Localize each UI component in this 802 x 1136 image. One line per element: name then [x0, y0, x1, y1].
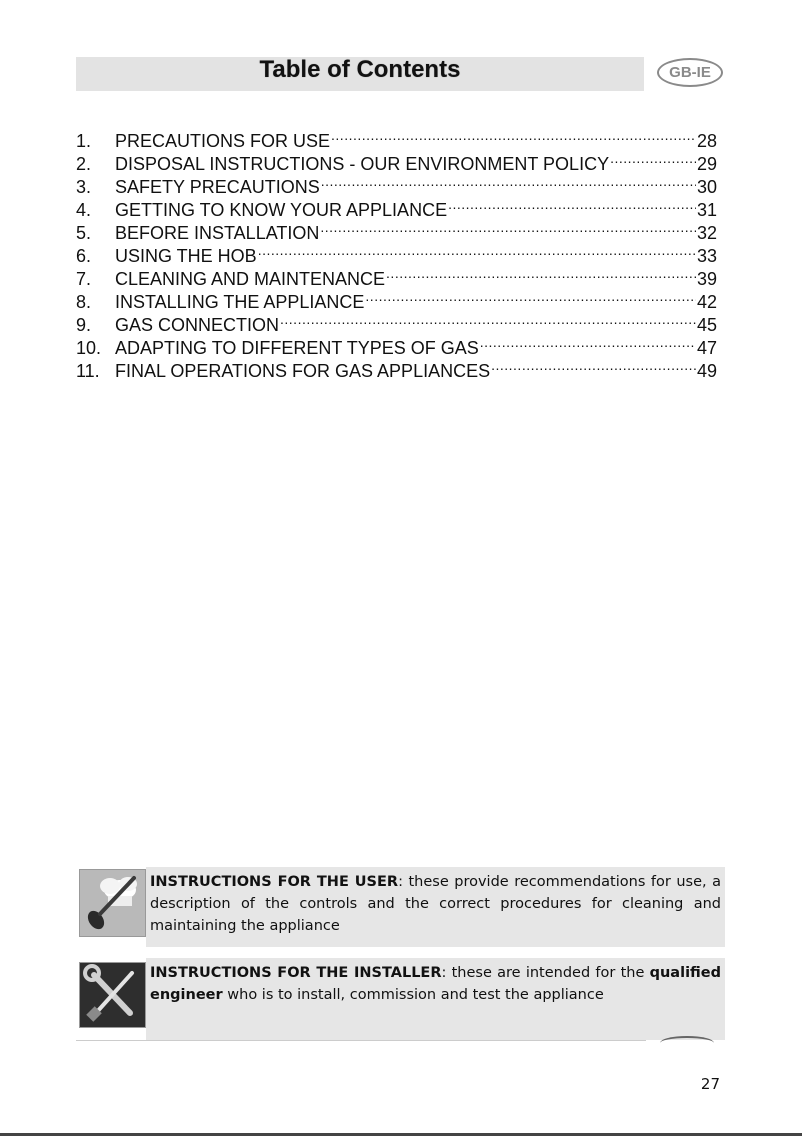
toc-entry[interactable]: [76, 354, 717, 381]
toc-entry[interactable]: [76, 331, 717, 358]
toc-title: GAS CONNECTION: [115, 315, 280, 335]
spoon-chef-hat-icon: [79, 869, 146, 937]
toc-page: 45: [696, 315, 717, 335]
user-note-text: : these provide recommendations for use, a description of the controls and the correct procedures for cleaning and maintaining the appliance: [150, 874, 721, 934]
page-title: Table of Contents: [259, 56, 461, 83]
toc-title: INSTALLING THE APPLIANCE: [115, 292, 365, 312]
toc-page: 42: [696, 292, 717, 312]
toc-page: 29: [696, 154, 717, 174]
toc-page: 33: [696, 246, 717, 266]
region-badge: GB-IE: [657, 58, 723, 87]
toc-page: 47: [696, 338, 717, 358]
toc-title: CLEANING AND MAINTENANCE: [115, 269, 386, 289]
toc-entry[interactable]: [76, 262, 717, 289]
toc-page: 30: [696, 177, 717, 197]
toc-leader-dots: [610, 147, 696, 170]
toc-number: 10.: [76, 338, 102, 358]
toc-number: 3.: [76, 177, 92, 197]
toc-entry[interactable]: [76, 216, 717, 243]
title-bar: [76, 57, 644, 91]
toc-number: 9.: [76, 315, 92, 335]
toc-number: 4.: [76, 200, 92, 220]
toc-title: FINAL OPERATIONS FOR GAS APPLIANCES: [115, 361, 491, 381]
wrench-screwdriver-icon: [79, 962, 146, 1028]
toc-leader-dots: [321, 170, 696, 193]
toc-page: 39: [696, 269, 717, 289]
toc-number: 11.: [76, 361, 100, 381]
toc-leader-dots: [480, 331, 696, 354]
toc-entry[interactable]: [76, 239, 717, 266]
corner-mark: [660, 1036, 714, 1050]
toc-title: GETTING TO KNOW YOUR APPLIANCE: [115, 200, 448, 220]
user-instructions-note: [146, 867, 725, 947]
toc-page: 28: [696, 131, 717, 151]
toc-leader-dots: [320, 216, 696, 239]
toc-entry[interactable]: [76, 285, 717, 312]
toc-number: 1.: [76, 131, 92, 151]
toc-title: BEFORE INSTALLATION: [115, 223, 320, 243]
toc-title: ADAPTING TO DIFFERENT TYPES OF GAS: [115, 338, 479, 358]
toc-title: DISPOSAL INSTRUCTIONS - OUR ENVIRONMENT POLICY: [115, 154, 610, 174]
installer-note-text: : these are intended for the: [441, 965, 650, 981]
toc-leader-dots: [365, 285, 696, 308]
toc-entry[interactable]: [76, 308, 717, 335]
toc-entry[interactable]: [76, 193, 717, 220]
toc-leader-dots: [280, 308, 696, 331]
page-number: 27: [700, 1075, 720, 1093]
toc-number: 8.: [76, 292, 92, 312]
installer-note-emphasis: qualified engineer: [150, 965, 721, 1003]
toc-title: PRECAUTIONS FOR USE: [115, 131, 331, 151]
toc-page: 32: [696, 223, 717, 243]
installer-instructions-note: [146, 958, 725, 1040]
toc-leader-dots: [448, 193, 696, 216]
toc-title: USING THE HOB: [115, 246, 257, 266]
toc-number: 5.: [76, 223, 92, 243]
toc-entry[interactable]: [76, 124, 717, 151]
toc-number: 7.: [76, 269, 92, 289]
toc-leader-dots: [386, 262, 696, 285]
table-of-contents: [76, 124, 717, 381]
toc-title: SAFETY PRECAUTIONS: [115, 177, 320, 197]
toc-number: 6.: [76, 246, 92, 266]
toc-number: 2.: [76, 154, 92, 174]
installer-note-text-end: who is to install, commission and test the appliance: [222, 987, 604, 1003]
toc-leader-dots: [331, 124, 696, 147]
divider: [76, 1040, 646, 1041]
toc-leader-dots: [491, 354, 696, 377]
toc-page: 49: [696, 361, 717, 381]
user-note-heading: INSTRUCTIONS FOR THE USER: [150, 874, 399, 890]
toc-entry[interactable]: [76, 170, 717, 197]
toc-page: 31: [696, 200, 717, 220]
toc-entry[interactable]: [76, 147, 717, 174]
toc-leader-dots: [258, 239, 696, 262]
installer-note-heading: INSTRUCTIONS FOR THE INSTALLER: [150, 965, 442, 981]
